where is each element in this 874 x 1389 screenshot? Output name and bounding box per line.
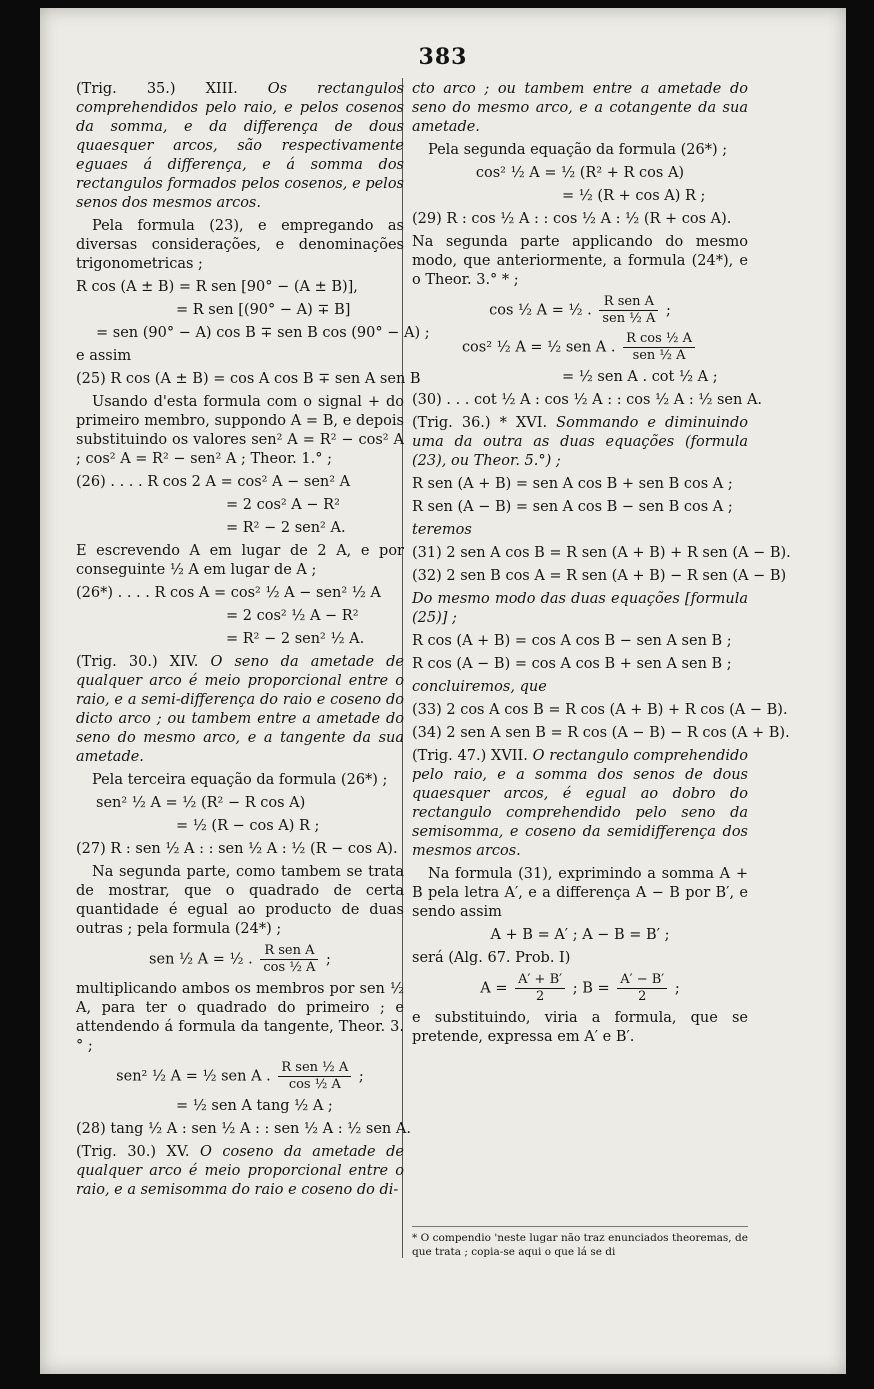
fraction xyxy=(617,972,667,1005)
equation: = R² − 2 sen² ½ A. xyxy=(226,631,365,647)
paragraph: e assim xyxy=(76,348,132,364)
theorem-statement: O coseno da ametade de qualquer arco é meio proporcional entre o raio, e a semisomma do raio e coseno do di- xyxy=(76,1144,405,1198)
numerator: A′ + B′ xyxy=(515,972,565,989)
equation-lhs: sen ½ A = ½ . xyxy=(149,951,253,968)
equation: = 2 cos² ½ A − R² xyxy=(226,608,359,624)
equation-26: (26) . . . . R cos 2 A = cos² A − sen² A xyxy=(76,474,351,490)
paragraph: teremos xyxy=(412,522,472,538)
paragraph: Pela formula (23), e empregando as diversas considerações, e denominações trigonometricas ; xyxy=(76,218,404,272)
equation-lhs: cos ½ A = ½ . xyxy=(489,302,592,319)
theorem-statement: O rectangulo comprehendido pelo raio, e a somma dos senos de dous quaesquer arcos, é egual ao dobro do rectangulo comprehendido pelo seno da semisomma, e coseno da semidifferença dos mesmos arcos. xyxy=(412,748,748,859)
equation: R cos (A + B) = cos A cos B − sen A sen B ; xyxy=(412,633,732,649)
equation-33: (33) 2 cos A cos B = R cos (A + B) + R cos (A − B). xyxy=(412,702,788,718)
theorem-statement: Sommando e diminuindo uma da outra as duas equações (formula (23), ou Theor. 5.°) ; xyxy=(412,415,749,469)
paragraph: e substituindo, viria a formula, que se pretende, expressa em A′ e B′. xyxy=(412,1010,748,1045)
footnote: * O compendio 'neste lugar não traz enunciados theoremas, de que trata ; copia-se aqui o que lá se di xyxy=(412,1226,748,1259)
right-column xyxy=(412,80,791,1051)
theorem-xvii xyxy=(412,747,748,861)
equation: R sen (A − B) = sen A cos B − sen B cos A ; xyxy=(412,499,733,515)
theorem-statement: O seno da ametade de qualquer arco é meio proporcional entre o raio, e a semi-differença do raio e coseno do dicto arco ; ou tambem entre a ametade do seno do mesmo arco, e a tangente da sua ametade. xyxy=(76,654,405,765)
book-page xyxy=(40,8,846,1374)
fraction xyxy=(278,1060,351,1093)
equation: = 2 cos² A − R² xyxy=(226,497,340,513)
numerator: R sen A xyxy=(599,294,658,311)
paragraph: E escrevendo A em lugar de 2 A, e por conseguinte ½ A em lugar de A ; xyxy=(76,543,404,578)
equation-end: ; xyxy=(674,980,680,997)
theorem-xiv xyxy=(76,653,404,767)
theorem-continuation: cto arco ; ou tambem entre a ametade do seno do mesmo arco, e a cotangente da sua ametade. xyxy=(412,81,748,135)
numerator: A′ − B′ xyxy=(617,972,667,989)
paragraph: multiplicando ambos os membros por sen ½ A, para ter o quadrado do primeiro ; e attendendo á formula da tangente, Theor. 3.° ; xyxy=(76,981,404,1054)
equation-28: (28) tang ½ A : sen ½ A : : sen ½ A : ½ sen A. xyxy=(76,1121,411,1137)
denominator: sen ½ A xyxy=(632,348,686,363)
denominator: cos ½ A xyxy=(263,960,316,975)
fraction xyxy=(515,972,565,1005)
equation: R cos (A − B) = cos A cos B + sen A sen B ; xyxy=(412,656,732,672)
equation-lhs: A = xyxy=(480,980,508,997)
equation-lhs: sen² ½ A = ½ sen A . xyxy=(116,1068,271,1085)
paragraph: Na segunda parte, como tambem se trata de mostrar, que o quadrado de certa quantidade é egual ao producto de duas outras ; pela formula (24*) ; xyxy=(76,864,404,937)
equation-lhs: cos² ½ A = ½ sen A . xyxy=(461,339,616,356)
equation: = sen (90° − A) cos B ∓ sen B cos (90° − A) ; xyxy=(96,325,430,341)
paragraph: Na segunda parte applicando do mesmo modo, que anteriormente, a formula (24*), e o Theor. 3.° * ; xyxy=(412,234,748,288)
paragraph: será (Alg. 67. Prob. I) xyxy=(412,950,571,966)
theorem-ref: (Trig. 30.) XV. xyxy=(76,1144,190,1160)
paragraph: Do mesmo modo das duas equações [formula (25)] ; xyxy=(412,591,748,626)
theorem-statement: Os rectangulos comprehendidos pelo raio, e pelos cosenos da somma, e da differença de dous quaesquer arcos, são respectivamente eguaes á differença, e á somma dos rectangulos formados pelos cosenos, e pelos senos dos mesmos arcos. xyxy=(76,81,405,211)
equation: = ½ sen A tang ½ A ; xyxy=(176,1098,333,1114)
equation: sen² ½ A = ½ (R² − R cos A) xyxy=(96,795,306,811)
theorem-ref: (Trig. 36.) * XVI. xyxy=(412,415,548,431)
theorem-ref: (Trig. 47.) XVII. xyxy=(412,748,528,764)
fraction-equation xyxy=(412,331,748,364)
equation: R sen (A + B) = sen A cos B + sen B cos A ; xyxy=(412,476,733,492)
denominator: 2 xyxy=(535,989,545,1004)
equation-32: (32) 2 sen B cos A = R sen (A + B) − R sen (A − B) xyxy=(412,568,787,584)
paragraph: concluiremos, que xyxy=(412,679,547,695)
fraction-equation: sen ½ A = ½ . $\frac{\text{R sen A}}{\text{cos ½ A}}$ ; xyxy=(149,943,331,975)
page-number: 383 xyxy=(418,44,468,70)
theorem-xiii xyxy=(76,80,404,213)
fraction-equation: cos ½ A = ½ . $\frac{\text{R sen A}}{\text{sen ½ A}}$ ; xyxy=(489,294,671,326)
numerator: R cos ½ A xyxy=(623,331,695,348)
equation-34: (34) 2 sen A sen B = R cos (A − B) − R cos (A + B). xyxy=(412,725,790,741)
equation: = ½ (R − cos A) R ; xyxy=(176,818,320,834)
paragraph: Pela segunda equação da formula (26*) ; xyxy=(428,142,728,158)
equation: = ½ (R + cos A) R ; xyxy=(562,188,706,204)
left-column xyxy=(76,80,430,1204)
numerator: R sen ½ A xyxy=(278,1060,351,1077)
denominator: sen ½ A xyxy=(602,311,656,326)
fraction xyxy=(260,943,318,976)
equation-29: (29) R : cos ½ A : : cos ½ A : ½ (R + cos A). xyxy=(412,211,732,227)
equation: cos² ½ A = ½ (R² + R cos A) xyxy=(475,165,685,181)
fraction-equation xyxy=(412,972,748,1005)
fraction xyxy=(623,331,695,364)
theorem-xvi xyxy=(412,414,748,471)
theorem-ref: (Trig. 35.) XIII. xyxy=(76,81,238,97)
fraction-equation: sen² ½ A = ½ sen A . $\frac{\text{R sen ½ A}}{\text{cos ½ A}}$ ; xyxy=(116,1060,364,1092)
equation: = R² − 2 sen² A. xyxy=(226,520,346,536)
equation: = ½ sen A . cot ½ A ; xyxy=(562,369,718,385)
paragraph: Na formula (31), exprimindo a somma A + B pela letra A′, e a differença A − B por B′, e sendo assim xyxy=(412,866,748,920)
denominator: 2 xyxy=(638,989,647,1004)
equation: = R sen [(90° − A) ∓ B] xyxy=(176,302,351,318)
equation-26-star: (26*) . . . . R cos A = cos² ½ A − sen² ½ A xyxy=(76,585,381,601)
theorem-ref: (Trig. 30.) XIV. xyxy=(76,654,199,670)
theorem-xv xyxy=(76,1143,404,1200)
equation-mid: ; B = xyxy=(572,980,610,997)
paragraph: Pela terceira equação da formula (26*) ; xyxy=(92,772,388,788)
paragraph: Usando d'esta formula com o signal + do primeiro membro, suppondo A = B, e depois substituindo os valores sen² A = R² − cos² A ; cos² A = R² − sen² A ; Theor. 1.° ; xyxy=(76,394,404,467)
fraction xyxy=(599,294,658,327)
equation-31: (31) 2 sen A cos B = R sen (A + B) + R sen (A − B). xyxy=(412,545,791,561)
equation: R cos (A ± B) = R sen [90° − (A ± B)], xyxy=(76,279,358,295)
equation-25: (25) R cos (A ± B) = cos A cos B ∓ sen A sen B xyxy=(76,371,421,387)
equation: A + B = A′ ; A − B = B′ ; xyxy=(490,927,670,943)
equation-27: (27) R : sen ½ A : : sen ½ A : ½ (R − cos A). xyxy=(76,841,398,857)
numerator: R sen A xyxy=(260,943,318,960)
denominator: cos ½ A xyxy=(288,1077,341,1092)
equation-30: (30) . . . cot ½ A : cos ½ A : : cos ½ A : ½ sen A. xyxy=(412,392,763,408)
